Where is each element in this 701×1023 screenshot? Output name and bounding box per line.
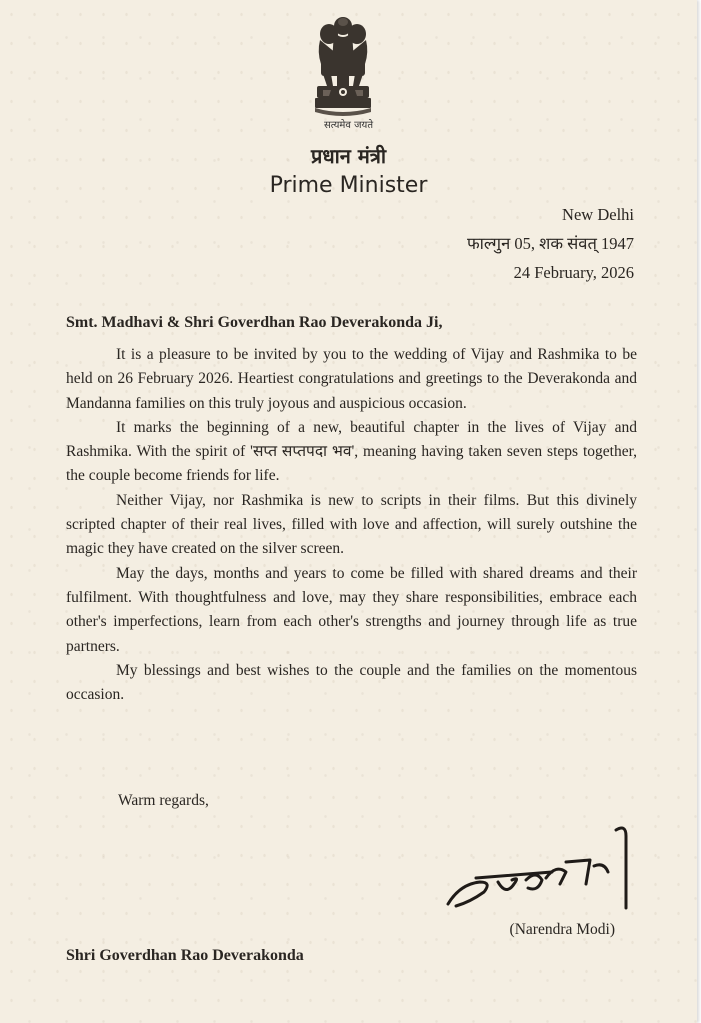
national-motto: सत्यमेव जयते xyxy=(323,120,374,131)
lion-capital-emblem-icon xyxy=(307,12,379,132)
body-paragraph: It marks the beginning of a new, beautiful chapter in the lives of Vijay and Rashmika. With the spirit of 'सप्त सप्तपदा भव', meaning having taken seven steps together, the couple become friends for life. xyxy=(66,418,637,485)
body-paragraph: My blessings and best wishes to the couple and the families on the momentous occasion. xyxy=(66,661,637,704)
signer-name: (Narendra Modi) xyxy=(509,921,615,938)
body-paragraph: May the days, months and years to come be filled with shared dreams and their fulfilment. With thoughtfulness and love, may they share responsibilities, embrace each other's imperfections, learn from each other's strengths and journey through life as true partners. xyxy=(66,564,637,655)
office-title-english: Prime Minister xyxy=(269,173,428,198)
salutation: Smt. Madhavi & Shri Goverdhan Rao Deverakonda Ji, xyxy=(66,314,443,331)
office-title-hindi: प्रधान मंत्री xyxy=(310,144,387,168)
closing: Warm regards, xyxy=(118,792,209,809)
dateline-place: New Delhi xyxy=(562,205,634,224)
handwritten-signature-icon xyxy=(440,822,640,917)
body-paragraph: It is a pleasure to be invited by you to the wedding of Vijay and Rashmika to be held on 26 February 2026. Heartiest congratulations and greetings to the Deverakonda and Mandanna families on this truly joyous and auspicious occasion. xyxy=(66,346,637,412)
dateline-date: 24 February, 2026 xyxy=(513,263,634,282)
body-paragraph: Neither Vijay, nor Rashmika is new to scripts in their films. But this divinely scripted chapter of their real lives, filled with love and affection, will surely outshine the magic they have created on the silver screen. xyxy=(66,491,637,558)
dateline-saka-date: फाल्गुन 05, शक संवत् 1947 xyxy=(466,234,634,253)
letter-body xyxy=(66,343,637,707)
recipient-name: Shri Goverdhan Rao Deverakonda xyxy=(66,947,304,964)
dateline xyxy=(467,200,634,287)
